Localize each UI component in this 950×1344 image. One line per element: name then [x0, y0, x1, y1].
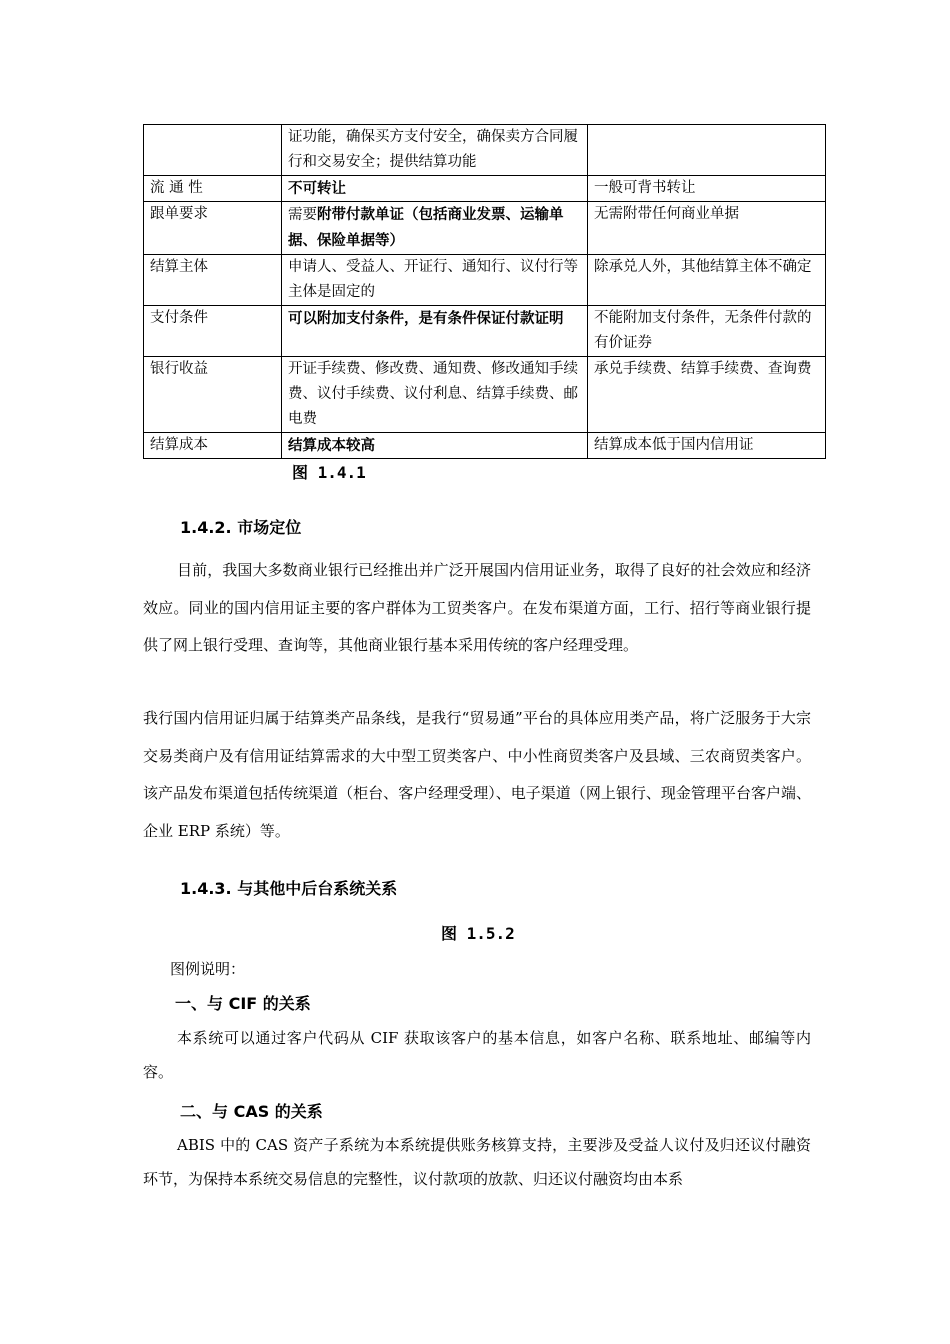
table-row: [144, 433, 826, 459]
table-row: [144, 125, 826, 176]
table-cell: 申请人、受益人、开证行、通知行、议付行等主体是固定的: [282, 255, 588, 306]
table-cell: 支付条件: [144, 306, 282, 357]
table-cell: 跟单要求: [144, 202, 282, 255]
paragraph: 目前，我国大多数商业银行已经推出并广泛开展国内信用证业务，取得了良好的社会效应和经济效应。同业的国内信用证主要的客户群体为工贸类客户。在发布渠道方面，工行、招行等商业银行提供了网上银行受理、查询等，其他商业银行基本采用传统的客户经理受理。: [143, 561, 811, 654]
table-cell: [282, 202, 588, 255]
table-cell: 流 通 性: [144, 176, 282, 202]
table-cell: 除承兑人外，其他结算主体不确定: [588, 255, 826, 306]
table-cell: 不能附加支付条件，无条件付款的有价证券: [588, 306, 826, 357]
table-row: [144, 306, 826, 357]
table-cell: 结算成本: [144, 433, 282, 459]
table-cell: 证功能，确保买方支付安全，确保卖方合同履行和交易安全；提供结算功能: [282, 125, 588, 176]
table-cell: 承兑手续费、结算手续费、查询费: [588, 357, 826, 433]
table-cell: 结算主体: [144, 255, 282, 306]
table-row: [144, 357, 826, 433]
table-cell: [144, 125, 282, 176]
cell-text: 需要: [288, 207, 317, 223]
table-row: [144, 202, 826, 255]
section-heading: 1.4.3. 与其他中后台系统关系: [180, 879, 398, 898]
table-cell: 一般可背书转让: [588, 176, 826, 202]
table-row: [144, 255, 826, 306]
table-row: [144, 176, 826, 202]
paragraph: ABIS 中的 CAS 资产子系统为本系统提供账务核算支持，主要涉及受益人议付及归还议付融资环节，为保持本系统交易信息的完整性，议付款项的放款、归还议付融资均由本系: [143, 1136, 811, 1188]
paragraph: 我行国内信用证归属于结算类产品条线，是我行“贸易通”平台的具体应用类产品，将广泛服务于大宗交易类商户及有信用证结算需求的大中型工贸类客户、中小性商贸类客户及县域、三农商贸类客户。该产品发布渠道包括传统渠道（柜台、客户经理受理）、电子渠道（网上银行、现金管理平台客户端、企业 ERP 系统）等。: [143, 709, 811, 840]
section-heading: 1.4.2. 市场定位: [180, 518, 302, 537]
table-cell: 结算成本较高: [282, 433, 588, 459]
figure-caption: 图 1.4.1: [292, 463, 366, 482]
table-cell: 无需附带任何商业单据: [588, 202, 826, 255]
table-cell: [588, 125, 826, 176]
comparison-table: [143, 124, 826, 459]
table-cell: 开证手续费、修改费、通知费、修改通知手续费、议付手续费、议付利息、结算手续费、邮电费: [282, 357, 588, 433]
paragraph: 本系统可以通过客户代码从 CIF 获取该客户的基本信息，如客户名称、联系地址、邮编等内容。: [143, 1029, 811, 1081]
subheading: 二、与 CAS 的关系: [180, 1102, 323, 1121]
table-cell: 银行收益: [144, 357, 282, 433]
table-cell: 不可转让: [282, 176, 588, 202]
table-cell: 结算成本低于国内信用证: [588, 433, 826, 459]
figure-caption: 图 1.5.2: [441, 924, 515, 943]
cell-text-bold: 附带付款单证（包括商业发票、运输单据、保险单据等）: [288, 206, 564, 249]
table-cell: 可以附加支付条件，是有条件保证付款证明: [282, 306, 588, 357]
subheading: 一、与 CIF 的关系: [175, 994, 311, 1013]
legend-label: 图例说明：: [170, 960, 246, 978]
